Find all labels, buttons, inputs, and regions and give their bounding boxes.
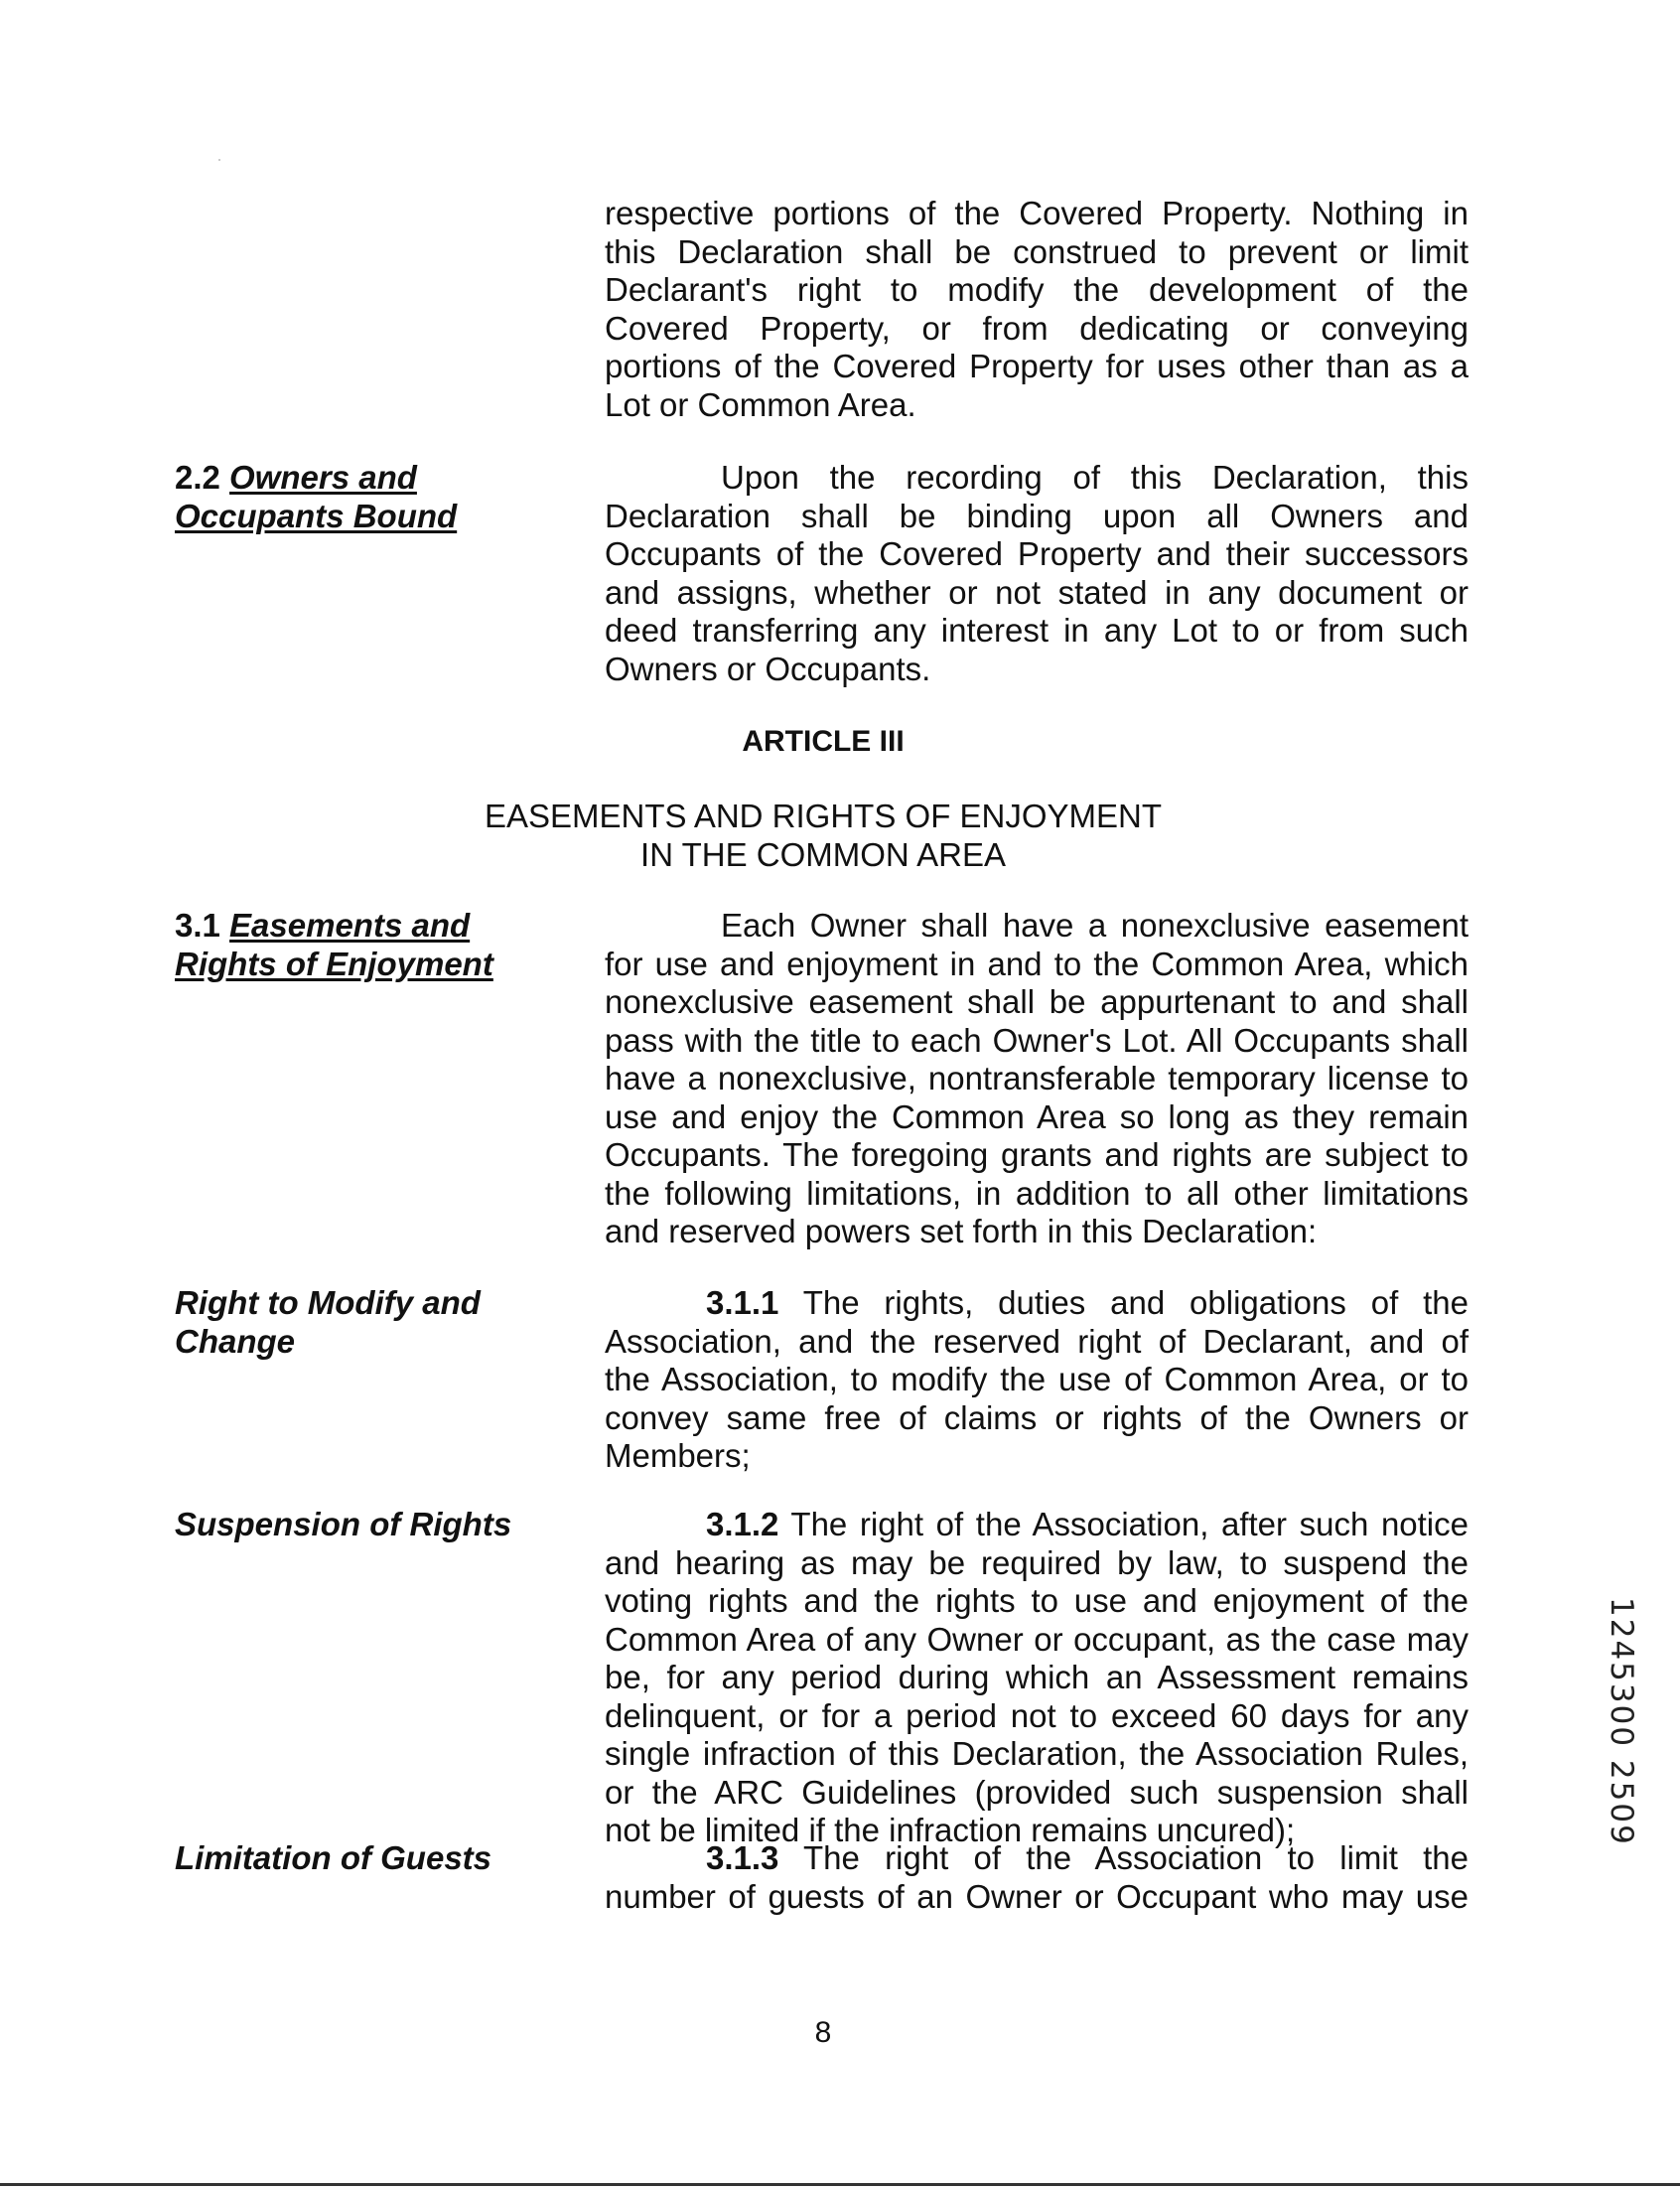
text-line: portions of the Covered Property for uses other than as a — [605, 348, 1469, 384]
subsection-number: 3.1.2 — [706, 1506, 779, 1542]
article-heading-line2: IN THE COMMON AREA — [640, 836, 1006, 873]
section-title: Occupants Bound — [175, 497, 458, 534]
text-line: single infraction of this Declaration, the Association Rules, — [605, 1735, 1469, 1772]
section-3-1-3-body — [605, 1839, 1469, 1916]
text-line: and assigns, whether or not stated in any document or — [605, 573, 1469, 611]
text-line: and hearing as may be required by law, to suspend the — [605, 1543, 1469, 1581]
continuation-paragraph — [605, 195, 1469, 424]
text-line: this Declaration shall be construed to prevent or limit — [605, 232, 1469, 270]
text-fragment: The right of the Association, after such notice — [778, 1506, 1469, 1542]
text-line: delinquent, or for a period not to exceed 60 days for any — [605, 1696, 1469, 1734]
text-line: be, for any period during which an Assessment remains — [605, 1659, 1469, 1695]
text-line: convey same free of claims or rights of the Owners or — [605, 1398, 1469, 1436]
section-3-1-body — [605, 907, 1469, 1251]
scan-speck — [218, 159, 220, 161]
text-line: and reserved powers set forth in this Declaration: — [605, 1213, 1318, 1249]
page-number: 8 — [814, 2016, 832, 2049]
text-fragment: The rights, duties and obligations of the — [778, 1284, 1469, 1321]
text-line: the Association, to modify the use of Common Area, or to — [605, 1361, 1469, 1397]
text-line: Upon the recording of this Declaration, this — [721, 459, 1469, 496]
text-line: not be limited if the infraction remains uncured); — [605, 1812, 1296, 1848]
text-line — [605, 1839, 1469, 1878]
section-number: 3.1 — [175, 907, 230, 944]
subsection-number: 3.1.1 — [706, 1284, 779, 1321]
section-number: 2.2 — [175, 459, 230, 496]
section-3-1-2-body — [605, 1506, 1469, 1850]
section-2-2-heading — [175, 459, 572, 535]
text-line: or the ARC Guidelines (provided such suspension shall — [605, 1773, 1469, 1811]
side-heading: Change — [175, 1322, 296, 1360]
text-line: Common Area of any Owner or occupant, as the case may — [605, 1620, 1469, 1658]
section-title: Easements and — [229, 907, 471, 944]
text-line: Lot or Common Area. — [605, 385, 916, 423]
side-heading: Limitation of Guests — [175, 1839, 492, 1876]
text-line: Association, and the reserved right of Declarant, and of — [605, 1322, 1469, 1360]
text-line: Covered Property, or from dedicating or conveying — [605, 309, 1469, 347]
text-line — [605, 1506, 1469, 1544]
text-line: Occupants of the Covered Property and their successors — [605, 535, 1469, 572]
text-line: the following limitations, in addition to all other limitations — [605, 1174, 1469, 1212]
text-line: voting rights and the rights to use and enjoyment of the — [605, 1582, 1469, 1619]
scan-edge-line — [0, 2183, 1680, 2186]
recording-stamp: 1245300 2509 — [1604, 1597, 1639, 1846]
text-line: Members; — [605, 1437, 751, 1474]
section-2-2-body — [605, 459, 1469, 688]
text-line: deed transferring any interest in any Lot to or from such — [605, 612, 1469, 649]
section-3-1-2-heading — [175, 1506, 572, 1544]
section-3-1-heading — [175, 907, 572, 983]
text-line: nonexclusive easement shall be appurtenant to and shall — [605, 983, 1469, 1020]
text-line: number of guests of an Owner or Occupant who may use — [605, 1877, 1469, 1915]
text-line: Occupants. The foregoing grants and rights are subject to — [605, 1136, 1469, 1173]
article-heading-line1: EASEMENTS AND RIGHTS OF ENJOYMENT — [484, 798, 1163, 834]
text-line: Each Owner shall have a nonexclusive easement — [721, 907, 1469, 944]
section-title: Owners and — [229, 459, 417, 496]
text-line: Declaration shall be binding upon all Owners and — [605, 497, 1469, 534]
text-line: Declarant's right to modify the development of the — [605, 271, 1469, 308]
section-title: Rights of Enjoyment — [175, 945, 493, 982]
article-label: ARTICLE III — [742, 725, 905, 758]
section-3-1-3-heading — [175, 1839, 572, 1878]
side-heading: Suspension of Rights — [175, 1506, 512, 1542]
text-line: pass with the title to each Owner's Lot. All Occupants shall — [605, 1021, 1469, 1059]
text-line: for use and enjoyment in and to the Common Area, which — [605, 945, 1469, 982]
subsection-number: 3.1.3 — [706, 1839, 779, 1876]
section-3-1-1-body — [605, 1284, 1469, 1476]
section-3-1-1-heading — [175, 1284, 572, 1361]
text-line: have a nonexclusive, nontransferable temporary license to — [605, 1060, 1469, 1096]
side-heading: Right to Modify and — [175, 1284, 481, 1321]
text-line: use and enjoy the Common Area so long as they remain — [605, 1097, 1469, 1135]
text-line — [605, 1284, 1469, 1323]
text-line: Owners or Occupants. — [605, 650, 931, 687]
text-fragment: The right of the Association to limit the — [778, 1839, 1469, 1876]
text-line: respective portions of the Covered Property. Nothing in — [605, 195, 1469, 231]
